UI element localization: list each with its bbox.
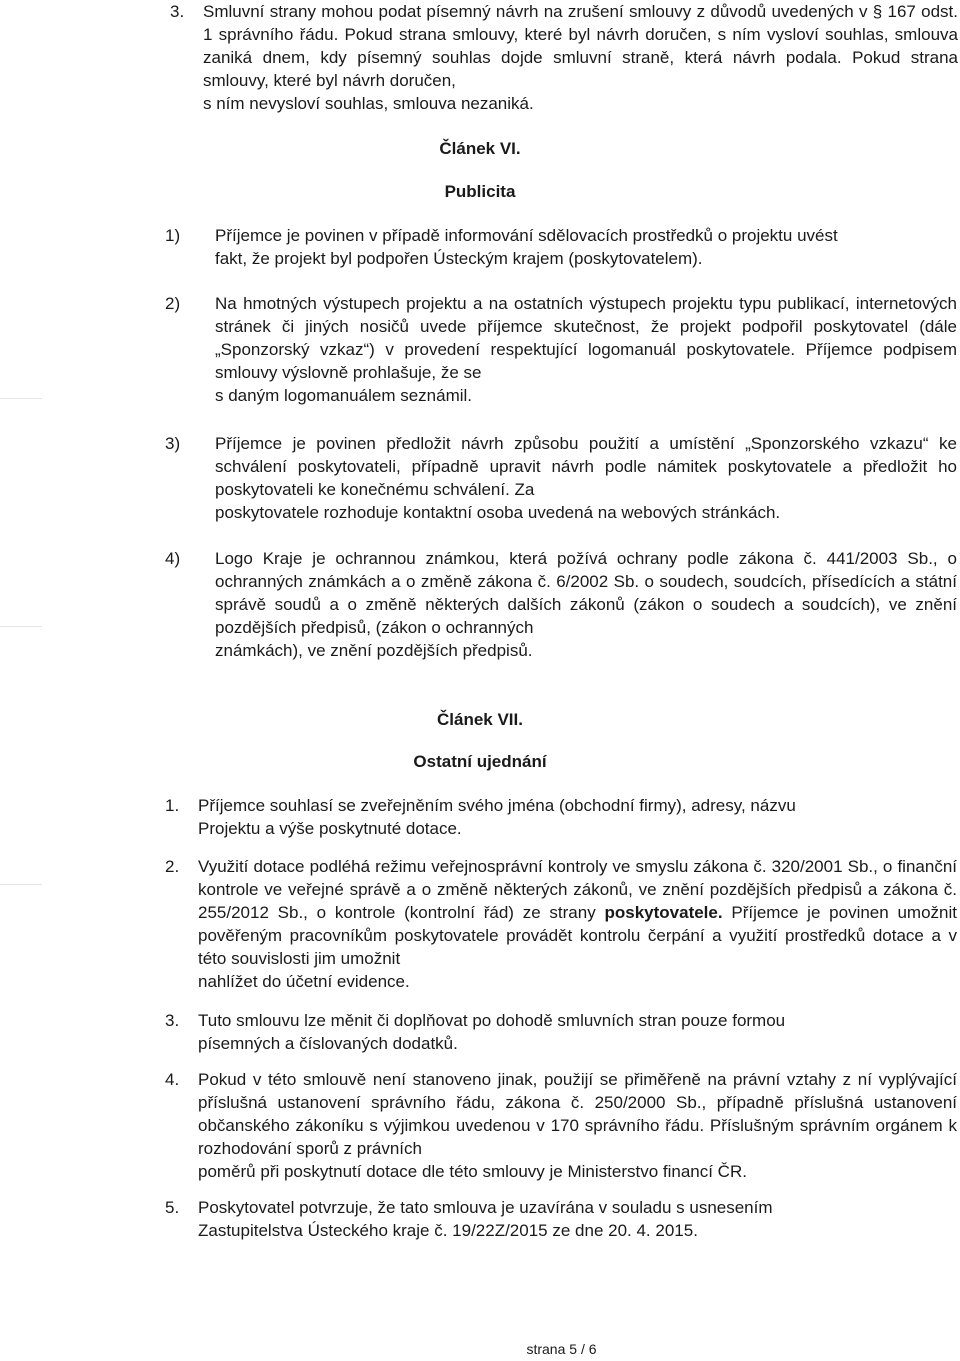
item-text: Využití dotace podléhá režimu veřejnosprávní kontroly ve smyslu zákona č. 320/2001 Sb., o finanční kontrole ve veřejné správě a o změně některých zákonů, ve znění pozdějších předpisů a zákona č. 255/2012 Sb., o kontrole (kontrolní řád) ze strany poskytovatele. Příjemce je povinen umožnit pověřeným pracovníkům poskytovatele provádět kontrolu čerpání a využití prostředků dotace a v této souvislosti jim umožnit nahlížet do účetní evidence.	[198, 857, 957, 991]
item-number: 3.	[170, 2, 185, 21]
margin-mark	[0, 398, 42, 399]
paragraph-art7-item5	[165, 1196, 957, 1242]
item-text: Smluvní strany mohou podat písemný návrh na zrušení smlouvy z důvodů uvedených v § 167 odst. 1 správního řádu. Pokud strana smlouvy, které byl návrh doručen, s ním vysloví souhlas, smlouva zaniká dnem, kdy písemný souhlas dojde smluvní straně, která návrh podala. Pokud strana smlouvy, které byl návrh doručen, s ním nevysloví souhlas, smlouva nezaniká.	[203, 2, 958, 113]
item-text: Logo Kraje je ochrannou známkou, která požívá ochrany podle zákona č. 441/2003 Sb., o ochranných známkách a o změně zákona č. 6/2002 Sb. o soudech, soudcích, přísedících a státní správě soudů a o změně některých dalších zákonů (zákon o soudech a soudcích), ve znění pozdějších předpisů, (zákon o ochranných známkách), ve znění pozdějších předpisů.	[215, 549, 957, 660]
paragraph-art7-item1	[165, 794, 957, 840]
item-number: 1)	[165, 226, 181, 245]
page-number: strana 5 / 6	[526, 1341, 597, 1357]
bold-term: poskytovatele.	[604, 903, 723, 922]
item-number: 3)	[165, 434, 181, 453]
item-text: Pokud v této smlouvě není stanoveno jinak, použijí se přiměřeně na právní vztahy z ní vyplývající příslušná ustanovení správního řádu, zákona č. 250/2000 Sb., případně příslušná ustanovení občanského zákoníku s výjimkou uvedenou v 170 správního řádu. Příslušným správním orgánem k rozhodování sporů z právních poměrů při poskytnutí dotace dle této smlouvy je Ministerstvo financí ČR.	[198, 1070, 957, 1181]
paragraph-art6-item1	[165, 224, 957, 270]
paragraph-art7-item4	[165, 1068, 957, 1183]
item-number: 4)	[165, 549, 181, 568]
item-number: 2.	[165, 857, 180, 876]
item-number: 4.	[165, 1070, 180, 1089]
article-subtitle: Ostatní ujednání	[413, 752, 547, 771]
item-number: 3.	[165, 1011, 180, 1030]
paragraph-art7-item2	[165, 855, 957, 993]
paragraph-art7-item3	[165, 1009, 957, 1055]
item-text: Příjemce je povinen v případě informování sdělovacích prostředků o projektu uvést fakt, že projekt byl podpořen Ústeckým krajem (poskytovatelem).	[215, 226, 838, 268]
article-title: Článek VII.	[437, 710, 523, 729]
article-subtitle: Publicita	[444, 182, 516, 201]
article-title: Článek VI.	[439, 139, 521, 158]
item-text: Na hmotných výstupech projektu a na ostatních výstupech projektu typu publikací, internetových stránek či jiných nosičů uvede příjemce skutečnost, že projekt podpořil poskytovatel (dále „Sponzorský vzkaz“) v provedení respektující logomanuál poskytovatele. Příjemce podpisem smlouvy výslovně prohlašuje, že se s daným logomanuálem seznámil.	[215, 294, 957, 405]
item-number: 1.	[165, 796, 180, 815]
paragraph-art6-item4	[165, 547, 957, 662]
paragraph-art6-item3	[165, 432, 957, 524]
item-number: 2)	[165, 294, 181, 313]
item-text: Příjemce souhlasí se zveřejněním svého jména (obchodní firmy), adresy, názvu Projektu a výše poskytnuté dotace.	[198, 796, 796, 838]
item-text: Příjemce je povinen předložit návrh způsobu použití a umístění „Sponzorského vzkazu“ ke schválení poskytovateli, případně upravit návrh podle námitek poskytovatele a předložit ho poskytovateli ke konečnému schválení. Za poskytovatele rozhoduje kontaktní osoba uvedená na webových stránkách.	[215, 434, 957, 522]
item-text: Poskytovatel potvrzuje, že tato smlouva je uzavírána v souladu s usnesením Zastupitelstva Ústeckého kraje č. 19/22Z/2015 ze dne 20. 4. 2015.	[198, 1198, 773, 1240]
paragraph-art6-item2	[165, 292, 957, 407]
margin-mark	[0, 884, 42, 885]
item-text: Tuto smlouvu lze měnit či doplňovat po dohodě smluvních stran pouze formou písemných a číslovaných dodatků.	[198, 1011, 786, 1053]
margin-mark	[0, 626, 42, 627]
item-number: 5.	[165, 1198, 180, 1217]
paragraph-art5-item3	[170, 0, 958, 115]
